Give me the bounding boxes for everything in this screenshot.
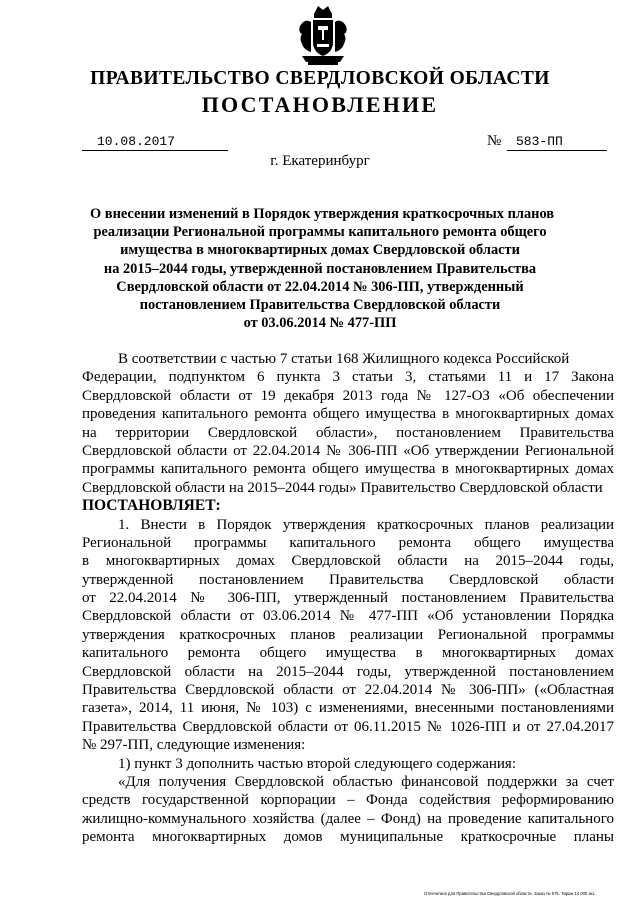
body-line: Региональной программы капитального ремонта общего имущества: [82, 534, 614, 551]
document-title: [90, 205, 555, 332]
title-line: от 03.06.2014 № 477-ПП: [243, 315, 397, 332]
body-line: Свердловской области на 2015–2044 годы, утвержденной постановлением: [82, 663, 614, 680]
document-number: 583-ПП: [507, 133, 607, 151]
print-footer-note: Отпечатано для Правительства Свердловской области. Заказ № 575. Тираж 14 000 экз.: [424, 891, 596, 896]
body-line: Свердловской области на 2015–2044 годы» Правительство Свердловской области: [82, 479, 603, 496]
title-line: постановлением Правительства Свердловской области: [139, 297, 501, 314]
body-line: Свердловской области от 22.04.2014 № 306-ПП «Об утверждении Региональной: [82, 442, 614, 459]
body-line: утверждения краткосрочных планов реализации Региональной программы: [82, 626, 614, 643]
body-line: «Для получения Свердловской областью финансовой поддержки за счет: [118, 773, 614, 790]
title-line: Свердловской области от 22.04.2014 № 306-ПП, утвержденный: [116, 278, 524, 295]
body-line: № 297-ПП, следующие изменения:: [82, 737, 306, 754]
body-line: Правительства Свердловской области от 06.11.2015 № 1026-ПП и от 27.04.2017: [82, 718, 614, 735]
body-line: Федерации, подпунктом 6 пункта 3 статьи 3, статьями 11 и 17 Закона: [82, 369, 614, 386]
document-number-block: [487, 133, 607, 151]
body-line: средств государственной корпорации – Фонда содействия реформированию: [82, 792, 614, 809]
city-line: г. Екатеринбург: [270, 153, 370, 169]
body-line: жилищно-коммунального хозяйства (далее – Фонд) на проведение капитального: [82, 810, 614, 827]
body-line: В соответствии с частью 7 статьи 168 Жилищного кодекса Российской: [118, 351, 570, 367]
number-sign: №: [487, 133, 502, 149]
organization-heading: ПРАВИТЕЛЬСТВО СВЕРДЛОВСКОЙ ОБЛАСТИ: [90, 68, 550, 89]
resolution-keyword: ПОСТАНОВЛЯЕТ:: [82, 497, 221, 515]
body-line: программы капитального ремонта общего имущества в многоквартирных домах: [82, 461, 614, 478]
coat-of-arms-emblem: [296, 4, 350, 66]
document-kind-heading: ПОСТАНОВЛЕНИЕ: [201, 92, 439, 117]
body-line: ремонта многоквартирных домов муниципальные краткосрочные планы: [82, 829, 614, 846]
body-line: проведения капитального ремонта общего имущества в многоквартирных домах: [82, 406, 614, 423]
body-line: Правительства Свердловской области от 22.04.2014 № 306-ПП» («Областная: [82, 682, 614, 699]
document-date: 10.08.2017: [82, 133, 228, 151]
title-line: имущества в многоквартирных домах Свердловской области: [120, 242, 520, 259]
body-line: газета», 2014, 11 июня, № 103) с изменениями, внесенными постановлениями: [82, 700, 614, 717]
body-line: на территории Свердловской области», постановлением Правительства: [82, 424, 614, 441]
title-line: О внесении изменений в Порядок утверждения краткосрочных планов: [90, 206, 555, 222]
body-line: 1. Внести в Порядок утверждения краткосрочных планов реализации: [118, 516, 614, 533]
body-line: капитального ремонта общего имущества в многоквартирных домах: [82, 645, 614, 662]
body-line: 1) пункт 3 дополнить частью второй следующего содержания:: [118, 755, 516, 772]
document-body: [82, 350, 614, 847]
body-line: Свердловской области от 03.06.2014 № 477-ПП «Об установлении Порядка: [82, 608, 614, 625]
title-line: реализации Региональной программы капитального ремонта общего: [93, 224, 547, 241]
title-line: на 2015–2044 годы, утвержденной постановлением Правительства: [103, 260, 537, 277]
body-line: Свердловской области от 19 декабря 2013 года № 127-ОЗ «Об обеспечении: [82, 387, 614, 404]
body-line: утвержденной постановлением Правительства Свердловской области: [82, 571, 614, 588]
body-line: в многоквартирных домах Свердловской области на 2015–2044 годы,: [82, 553, 614, 570]
body-line: от 22.04.2014 № 306-ПП, утвержденный постановлением Правительства: [82, 590, 614, 607]
